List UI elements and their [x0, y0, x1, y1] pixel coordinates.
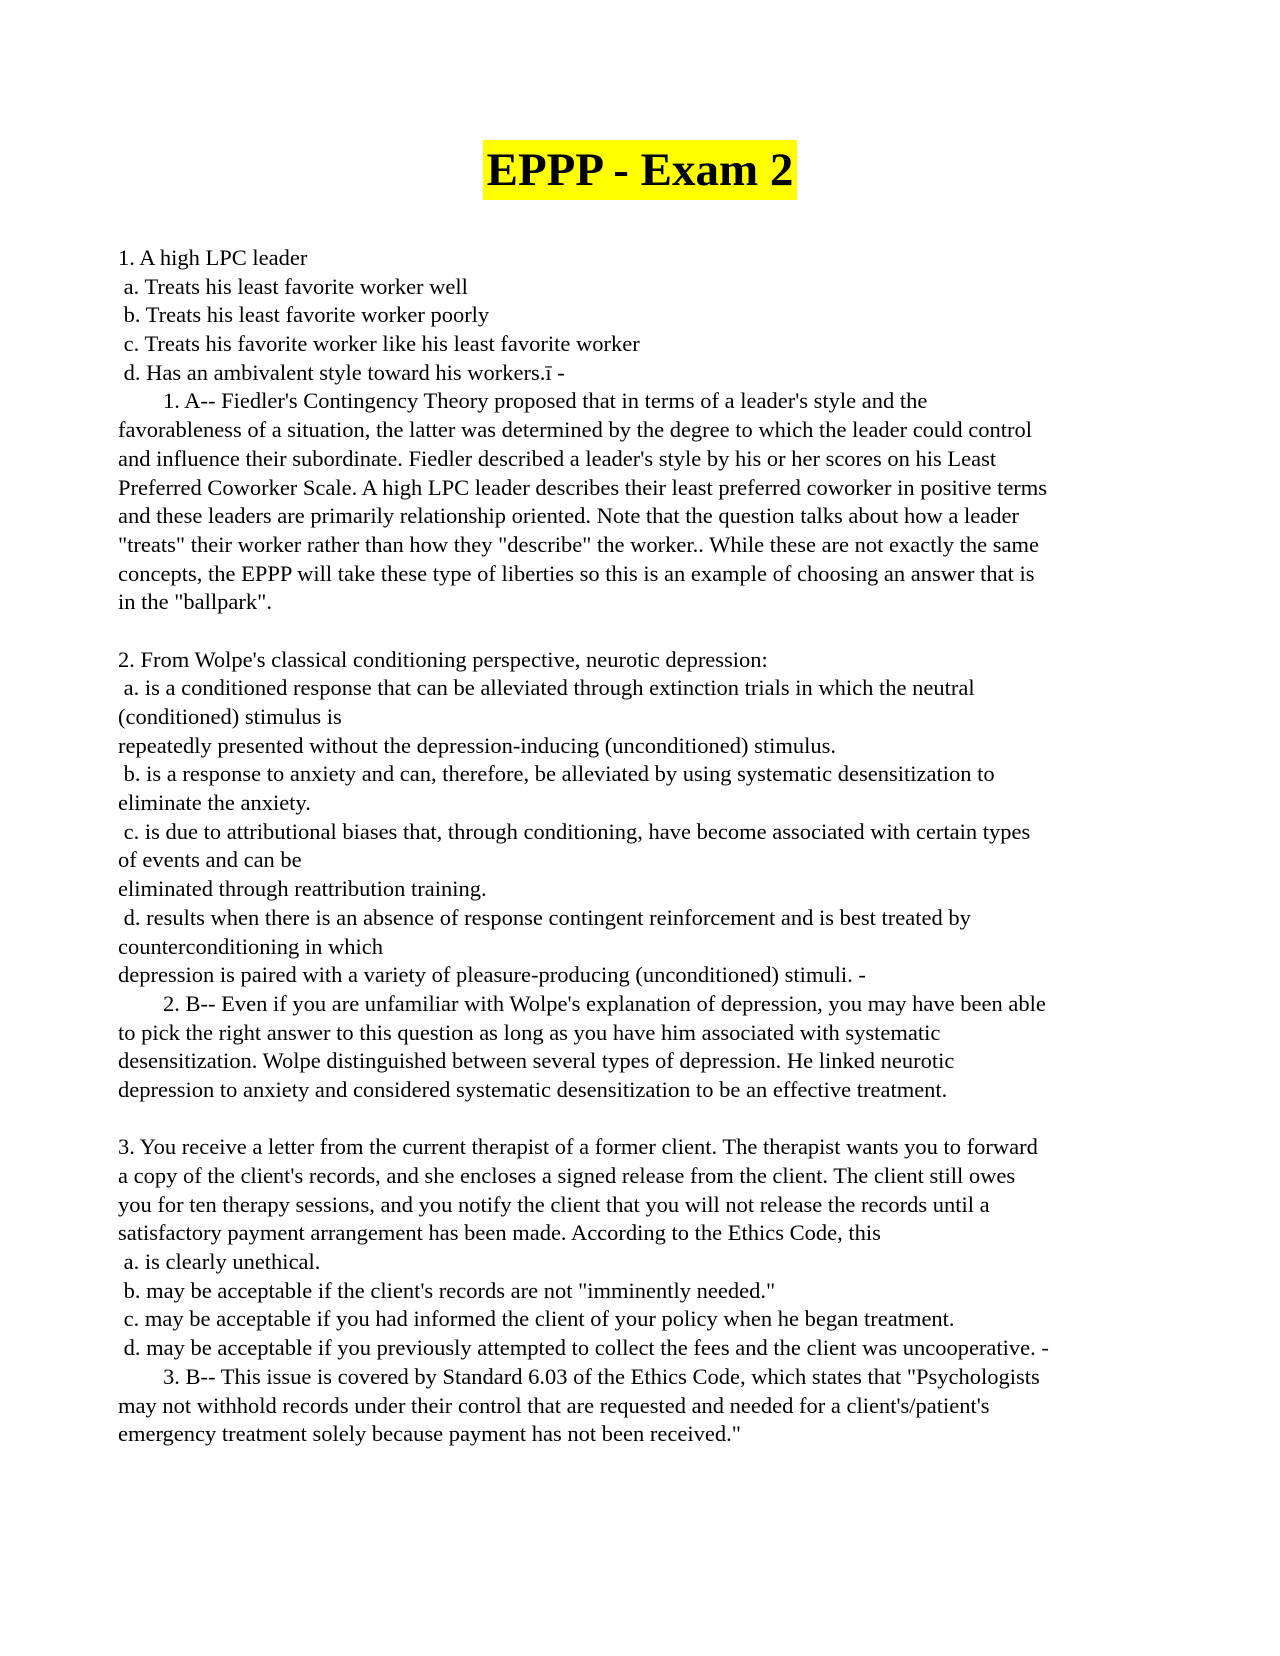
text-line: desensitization. Wolpe distinguished between several types of depression. He linked neurotic [118, 1048, 955, 1074]
text-line: in the "ballpark". [118, 589, 272, 615]
question-block-3 [118, 1133, 1168, 1449]
text-line: may not withhold records under their control that are requested and needed for a client's/patient's [118, 1392, 990, 1418]
text-line: and these leaders are primarily relationship oriented. Note that the question talks about how a leader [118, 503, 1019, 529]
text-line: 1. A high LPC leader [118, 245, 308, 270]
text-line: to pick the right answer to this question as long as you have him associated with systematic [118, 1019, 941, 1045]
question-block-1 [118, 244, 1168, 617]
text-line: c. may be acceptable if you had informed the client of your policy when he began treatment. [118, 1306, 955, 1332]
text-line: b. is a response to anxiety and can, therefore, be alleviated by using systematic desensitization to [118, 761, 995, 787]
text-line: eliminated through reattribution training. [118, 876, 487, 902]
text-line: depression is paired with a variety of pleasure-producing (unconditioned) stimuli. - [118, 962, 866, 988]
text-line: c. Treats his favorite worker like his least favorite worker [118, 331, 640, 357]
text-line: and influence their subordinate. Fiedler described a leader's style by his or her scores on his Least [118, 445, 997, 471]
question-block-2 [118, 646, 1168, 1105]
text-line: 3. You receive a letter from the current therapist of a former client. The therapist wants you to forward [118, 1134, 1038, 1160]
text-line: Preferred Coworker Scale. A high LPC leader describes their least preferred coworker in positive terms [118, 474, 1048, 500]
text-line: 2. From Wolpe's classical conditioning perspective, neurotic depression: [118, 646, 768, 672]
text-line: counterconditioning in which [118, 933, 383, 959]
text-line: 2. B-- Even if you are unfamiliar with Wolpe's explanation of depression, you may have been able [118, 990, 1046, 1016]
text-line: concepts, the EPPP will take these type of liberties so this is an example of choosing an answer that is [118, 560, 1035, 586]
text-line: eliminate the anxiety. [118, 790, 311, 816]
text-line: d. results when there is an absence of response contingent reinforcement and is best treated by [118, 904, 971, 930]
text-line: (conditioned) stimulus is [118, 704, 342, 729]
text-line: satisfactory payment arrangement has been made. According to the Ethics Code, this [118, 1220, 881, 1246]
text-line: b. Treats his least favorite worker poorly [118, 302, 490, 328]
text-line: d. may be acceptable if you previously attempted to collect the fees and the client was uncooperative. - [118, 1335, 1049, 1361]
text-line: d. Has an ambivalent style toward his workers.ī - [118, 359, 565, 385]
paragraph-gap [118, 1105, 1168, 1134]
text-line: emergency treatment solely because payment has not been received." [118, 1421, 741, 1447]
text-line: a copy of the client's records, and she encloses a signed release from the client. The client still owes [118, 1163, 1016, 1188]
page-title: EPPP - Exam 2 [483, 140, 798, 200]
text-line: repeatedly presented without the depression-inducing (unconditioned) stimulus. [118, 732, 836, 758]
title-wrapper [0, 140, 1280, 200]
text-line: b. may be acceptable if the client's records are not "imminently needed." [118, 1277, 776, 1303]
text-line: of events and can be [118, 847, 302, 873]
text-line: depression to anxiety and considered systematic desensitization to be an effective treatment. [118, 1076, 948, 1102]
text-line: favorableness of a situation, the latter was determined by the degree to which the leader could control [118, 417, 1033, 443]
text-line: you for ten therapy sessions, and you notify the client that you will not release the records until a [118, 1191, 990, 1217]
text-line: "treats" their worker rather than how they "describe" the worker.. While these are not exactly the same [118, 531, 1039, 557]
document-body [118, 244, 1168, 1449]
text-line: a. is clearly unethical. [118, 1249, 321, 1275]
text-line: a. is a conditioned response that can be alleviated through extinction trials in which the neutral [118, 675, 975, 701]
text-line: a. Treats his least favorite worker well [118, 273, 468, 299]
text-line: 3. B-- This issue is covered by Standard 6.03 of the Ethics Code, which states that "Psychologists [118, 1363, 1040, 1389]
text-line: 1. A-- Fiedler's Contingency Theory proposed that in terms of a leader's style and the [118, 388, 928, 414]
text-line: c. is due to attributional biases that, through conditioning, have become associated with certain types [118, 818, 1031, 844]
paragraph-gap [118, 617, 1168, 646]
